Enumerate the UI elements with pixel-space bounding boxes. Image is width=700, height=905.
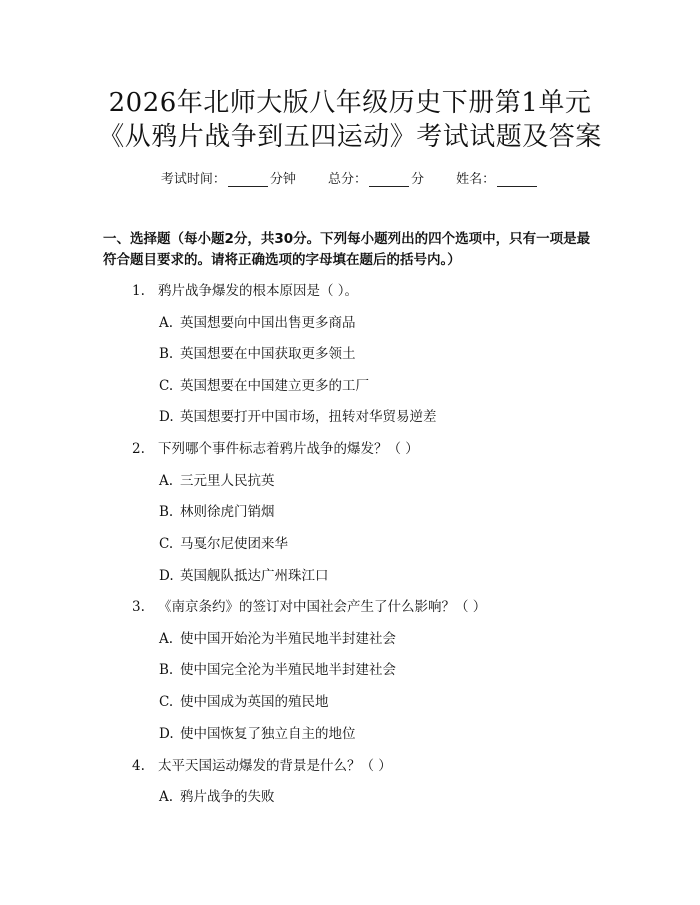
option-text: 林则徐虎门销烟 <box>180 504 275 520</box>
option-letter: D. <box>159 568 174 584</box>
option-text: 鸦片战争的失败 <box>180 789 275 805</box>
question-number: 2. <box>132 441 145 457</box>
q1-option-b <box>159 344 356 364</box>
option-letter: B. <box>159 346 174 362</box>
option-text: 马戛尔尼使团来华 <box>180 536 288 552</box>
question-number: 3. <box>132 599 145 615</box>
question-2 <box>132 439 419 459</box>
option-text: 使中国完全沦为半殖民地半封建社会 <box>180 662 396 678</box>
score-label: 总分： <box>327 172 367 187</box>
option-text: 英国想要在中国获取更多领土 <box>180 346 356 362</box>
question-text: 鸦片战争爆发的根本原因是（ ）。 <box>158 283 359 299</box>
q3-option-c <box>159 692 329 712</box>
total-score <box>328 168 424 187</box>
question-text: 太平天国运动爆发的背景是什么？（ ） <box>158 758 392 774</box>
question-3 <box>132 597 486 617</box>
q4-option-a <box>159 787 275 807</box>
question-text: 《南京条约》的签订对中国社会产生了什么影响？（ ） <box>158 599 487 615</box>
option-text: 英国想要打开中国市场，扭转对华贸易逆差 <box>180 409 437 425</box>
option-text: 使中国恢复了独立自主的地位 <box>180 726 356 742</box>
exam-time-blank <box>228 174 268 187</box>
option-text: 英国舰队抵达广州珠江口 <box>180 568 329 584</box>
doc-title-line1: 2026年北师大版八年级历史下册第1单元 <box>108 88 592 118</box>
question-4 <box>132 756 392 776</box>
option-text: 英国想要向中国出售更多商品 <box>180 315 356 331</box>
exam-time-unit: 分钟 <box>269 172 296 187</box>
option-letter: B. <box>159 504 174 520</box>
option-text: 使中国开始沦为半殖民地半封建社会 <box>180 631 396 647</box>
q2-option-c <box>159 534 288 554</box>
q2-option-b <box>159 502 275 522</box>
section-heading: 一、选择题（每小题2分，共30分。下列每小题列出的四个选项中，只有一项是最符合题目要求的。请将正确选项的字母填在题后的括号内。） <box>103 231 591 268</box>
option-letter: B. <box>159 662 174 678</box>
q2-option-a <box>159 471 275 491</box>
question-1 <box>132 281 358 301</box>
option-letter: D. <box>159 726 174 742</box>
option-letter: A. <box>159 789 174 805</box>
name-blank <box>497 174 537 187</box>
q3-option-a <box>159 629 396 649</box>
option-text: 英国想要在中国建立更多的工厂 <box>180 378 369 394</box>
exam-time-label: 考试时间： <box>160 172 226 187</box>
question-number: 1. <box>132 283 145 299</box>
exam-meta <box>0 168 700 187</box>
q3-option-d <box>159 724 356 744</box>
doc-title-line2: 《从鸦片战争到五四运动》考试试题及答案 <box>98 122 602 152</box>
option-letter: C. <box>159 536 174 552</box>
score-unit: 分 <box>411 172 425 187</box>
option-letter: A. <box>159 473 174 489</box>
student-name <box>456 168 539 187</box>
q1-option-c <box>159 376 369 396</box>
option-letter: C. <box>159 378 174 394</box>
name-label: 姓名： <box>456 172 496 187</box>
option-letter: C. <box>159 694 174 710</box>
question-text: 下列哪个事件标志着鸦片战争的爆发？（ ） <box>158 441 419 457</box>
score-blank <box>369 174 409 187</box>
question-number: 4. <box>132 758 145 774</box>
option-letter: A. <box>159 631 174 647</box>
option-text: 使中国成为英国的殖民地 <box>180 694 329 710</box>
q3-option-b <box>159 660 396 680</box>
option-text: 三元里人民抗英 <box>180 473 275 489</box>
option-letter: A. <box>159 315 174 331</box>
q1-option-d <box>159 407 437 427</box>
exam-time <box>161 168 296 187</box>
q1-option-a <box>159 313 356 333</box>
option-letter: D. <box>159 409 174 425</box>
q2-option-d <box>159 566 329 586</box>
